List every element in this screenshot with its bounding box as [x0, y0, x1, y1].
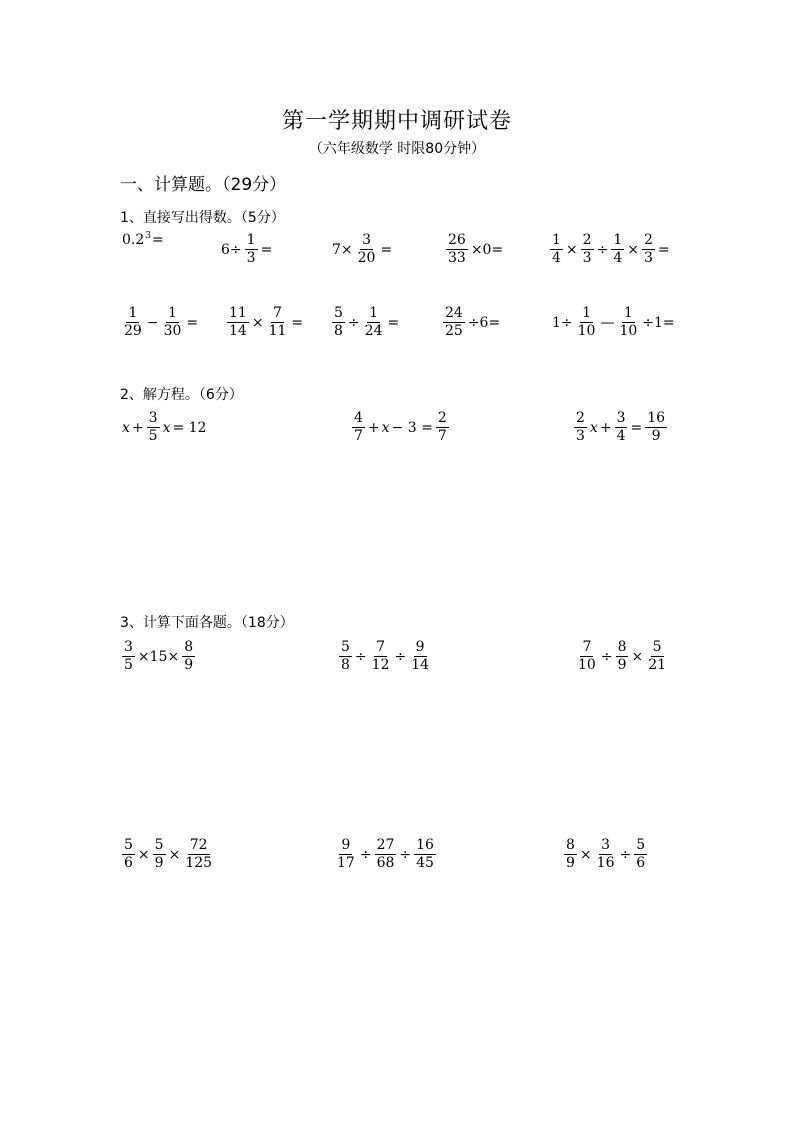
operator-text: ÷: [619, 846, 632, 863]
operator-text: − 3 =: [391, 419, 433, 436]
denominator: 3: [246, 250, 256, 266]
numerator: 16: [416, 837, 434, 853]
denominator: 21: [648, 657, 667, 673]
denominator: 9: [566, 855, 575, 871]
oral-calc-item: [121, 232, 165, 248]
fraction: [122, 305, 144, 340]
variable: x: [589, 419, 598, 436]
operator-text: =: [152, 232, 164, 248]
denominator: 24: [364, 323, 383, 339]
operator-text: ÷: [347, 314, 360, 331]
fraction: [595, 837, 617, 872]
denominator: 9: [617, 657, 627, 673]
numerator: 1: [369, 305, 379, 321]
oral-calc-item: [120, 305, 199, 340]
fraction: [245, 232, 258, 267]
denominator: 4: [552, 250, 561, 266]
operator-text: =: [630, 419, 643, 436]
numerator: 5: [652, 639, 662, 655]
oral-calc-item: [220, 232, 273, 267]
exponent: 3: [145, 231, 151, 241]
part-3-heading: 3、计算下面各题。（18分）: [120, 615, 294, 631]
numerator: 5: [636, 837, 646, 853]
variable: x: [122, 419, 130, 436]
numerator: 9: [415, 639, 425, 655]
operator-text: ÷: [399, 846, 412, 863]
denominator: 14: [411, 657, 430, 673]
numerator: 2: [643, 232, 653, 248]
fraction: [581, 232, 594, 267]
numerator: 1: [246, 232, 256, 248]
numerator: 72: [189, 837, 208, 853]
denominator: 3: [576, 428, 585, 444]
denominator: 7: [437, 428, 447, 444]
operator-text: ×: [251, 314, 264, 331]
fraction: [617, 305, 639, 340]
denominator: 5: [124, 657, 133, 673]
numerator: 16: [647, 410, 666, 426]
denominator: 10: [619, 323, 638, 339]
fraction: [409, 639, 431, 674]
numerator: 1: [552, 232, 561, 248]
operator-text: 7×: [332, 241, 353, 258]
denominator: 12: [371, 657, 390, 673]
fraction: [576, 639, 598, 674]
fraction: [182, 639, 195, 674]
denominator: 11: [268, 323, 287, 339]
denominator: 8: [334, 323, 343, 339]
calc-item: [120, 837, 216, 872]
operator-text: =: [380, 241, 393, 258]
fraction: [267, 305, 289, 340]
numerator: 5: [124, 837, 133, 853]
oral-calc-item: [441, 305, 501, 340]
fraction: [574, 410, 587, 445]
numerator: 7: [273, 305, 282, 321]
operator-text: —: [600, 314, 615, 331]
fraction: [162, 305, 184, 340]
page-subtitle: （六年级数学 时限80分钟）: [308, 141, 486, 157]
numerator: 5: [341, 639, 350, 655]
operator-text: ÷: [394, 648, 407, 665]
operator-text: =: [260, 241, 273, 258]
numerator: 3: [124, 639, 133, 655]
operator-text: +: [599, 419, 612, 436]
operator-text: 0.2: [122, 232, 145, 248]
fraction: [122, 837, 135, 872]
denominator: 45: [416, 855, 434, 871]
denominator: 33: [448, 250, 466, 266]
numerator: 7: [376, 639, 386, 655]
denominator: 10: [577, 323, 596, 339]
fraction: [352, 410, 365, 445]
equation-item: [350, 410, 451, 445]
numerator: 1: [168, 305, 177, 321]
fraction: [645, 410, 667, 445]
denominator: 30: [163, 323, 182, 339]
operator-text: +: [131, 419, 144, 436]
part-1-heading: 1、直接写出得数。（5分）: [120, 210, 285, 226]
operator-text: ÷: [596, 241, 609, 258]
operator-text: =: [291, 314, 304, 331]
numerator: 2: [437, 410, 447, 426]
operator-text: ×0=: [470, 241, 504, 258]
operator-text: 6÷: [221, 241, 242, 258]
fraction: [227, 305, 249, 340]
fraction: [332, 305, 345, 340]
fraction: [147, 410, 160, 445]
denominator: 125: [185, 855, 213, 871]
fraction: [436, 410, 449, 445]
operator-text: −: [146, 314, 159, 331]
numerator: 2: [576, 410, 585, 426]
denominator: 68: [376, 855, 395, 871]
numerator: 7: [582, 639, 592, 655]
operator-text: ×: [168, 846, 181, 863]
denominator: 6: [124, 855, 133, 871]
numerator: 11: [229, 305, 247, 321]
calc-item: [120, 639, 197, 674]
numerator: 3: [148, 410, 158, 426]
denominator: 7: [354, 428, 363, 444]
operator-text: ×: [579, 846, 592, 863]
denominator: 8: [341, 657, 350, 673]
fraction: [443, 305, 465, 340]
variable: x: [162, 419, 171, 436]
denominator: 4: [616, 428, 626, 444]
equation-item: [572, 410, 669, 445]
operator-text: ÷: [354, 648, 367, 665]
operator-text: +: [367, 419, 380, 436]
denominator: 9: [184, 657, 194, 673]
denominator: 3: [643, 250, 653, 266]
fraction: [122, 639, 135, 674]
operator-text: 1÷: [552, 314, 573, 331]
oral-calc-item: [330, 305, 400, 340]
denominator: 17: [337, 855, 355, 871]
operator-text: ÷: [600, 648, 613, 665]
fraction: [153, 837, 166, 872]
denominator: 20: [357, 250, 376, 266]
equation-item: [121, 410, 207, 445]
numerator: 5: [154, 837, 164, 853]
denominator: 3: [582, 250, 592, 266]
calc-item: [562, 837, 649, 872]
fraction: [550, 232, 563, 267]
numerator: 1: [623, 305, 633, 321]
operator-text: =: [657, 241, 670, 258]
numerator: 1: [128, 305, 138, 321]
operator-text: ×15×: [137, 648, 180, 665]
operator-text: ÷6=: [467, 314, 501, 331]
fraction: [335, 837, 357, 872]
page-title: 第一学期期中调研试卷: [281, 109, 512, 134]
operator-text: = 12: [172, 419, 207, 436]
fraction: [183, 837, 214, 872]
operator-text: ÷1=: [642, 314, 675, 331]
denominator: 4: [613, 250, 623, 266]
numerator: 2: [582, 232, 592, 248]
fraction: [646, 639, 668, 674]
fraction: [446, 232, 468, 267]
oral-calc-item: [225, 305, 304, 340]
numerator: 3: [362, 232, 372, 248]
numerator: 3: [601, 837, 611, 853]
operator-text: =: [186, 314, 199, 331]
fraction: [356, 232, 378, 267]
numerator: 1: [613, 232, 623, 248]
denominator: 29: [124, 323, 142, 339]
denominator: 25: [445, 323, 463, 339]
operator-text: ×: [627, 241, 639, 258]
oral-calc-item: [444, 232, 504, 267]
calc-item: [574, 639, 670, 674]
denominator: 16: [596, 855, 615, 871]
part-2-heading: 2、解方程。（6分）: [120, 387, 243, 403]
oral-calc-item: [551, 305, 676, 340]
operator-text: ×: [631, 648, 644, 665]
operator-text: ×: [137, 846, 150, 863]
denominator: 14: [229, 323, 247, 339]
fraction: [370, 639, 392, 674]
numerator: 4: [354, 410, 363, 426]
numerator: 24: [445, 305, 463, 321]
oral-calc-item: [548, 232, 671, 267]
numerator: 9: [341, 837, 351, 853]
fraction: [576, 305, 598, 340]
denominator: 9: [154, 855, 164, 871]
denominator: 5: [148, 428, 158, 444]
section-1-heading: 一、计算题。（29分）: [120, 175, 287, 195]
numerator: 3: [616, 410, 626, 426]
denominator: 9: [651, 428, 661, 444]
fraction: [375, 837, 397, 872]
numerator: 8: [184, 639, 194, 655]
numerator: 1: [582, 305, 592, 321]
fraction: [564, 837, 577, 872]
fraction: [615, 410, 628, 445]
denominator: 6: [636, 855, 646, 871]
calc-item: [333, 837, 438, 872]
fraction: [616, 639, 629, 674]
numerator: 26: [448, 232, 466, 248]
operator-text: ÷: [359, 846, 372, 863]
fraction: [611, 232, 624, 267]
numerator: 27: [376, 837, 395, 853]
numerator: 8: [566, 837, 575, 853]
calc-item: [337, 639, 433, 674]
numerator: 8: [617, 639, 627, 655]
variable: x: [381, 419, 390, 436]
operator-text: ×: [565, 241, 578, 258]
numerator: 5: [334, 305, 343, 321]
operator-text: =: [387, 314, 400, 331]
fraction: [339, 639, 352, 674]
oral-calc-item: [331, 232, 393, 267]
fraction: [634, 837, 647, 872]
denominator: 10: [578, 657, 596, 673]
fraction: [642, 232, 655, 267]
fraction: [363, 305, 385, 340]
fraction: [414, 837, 436, 872]
